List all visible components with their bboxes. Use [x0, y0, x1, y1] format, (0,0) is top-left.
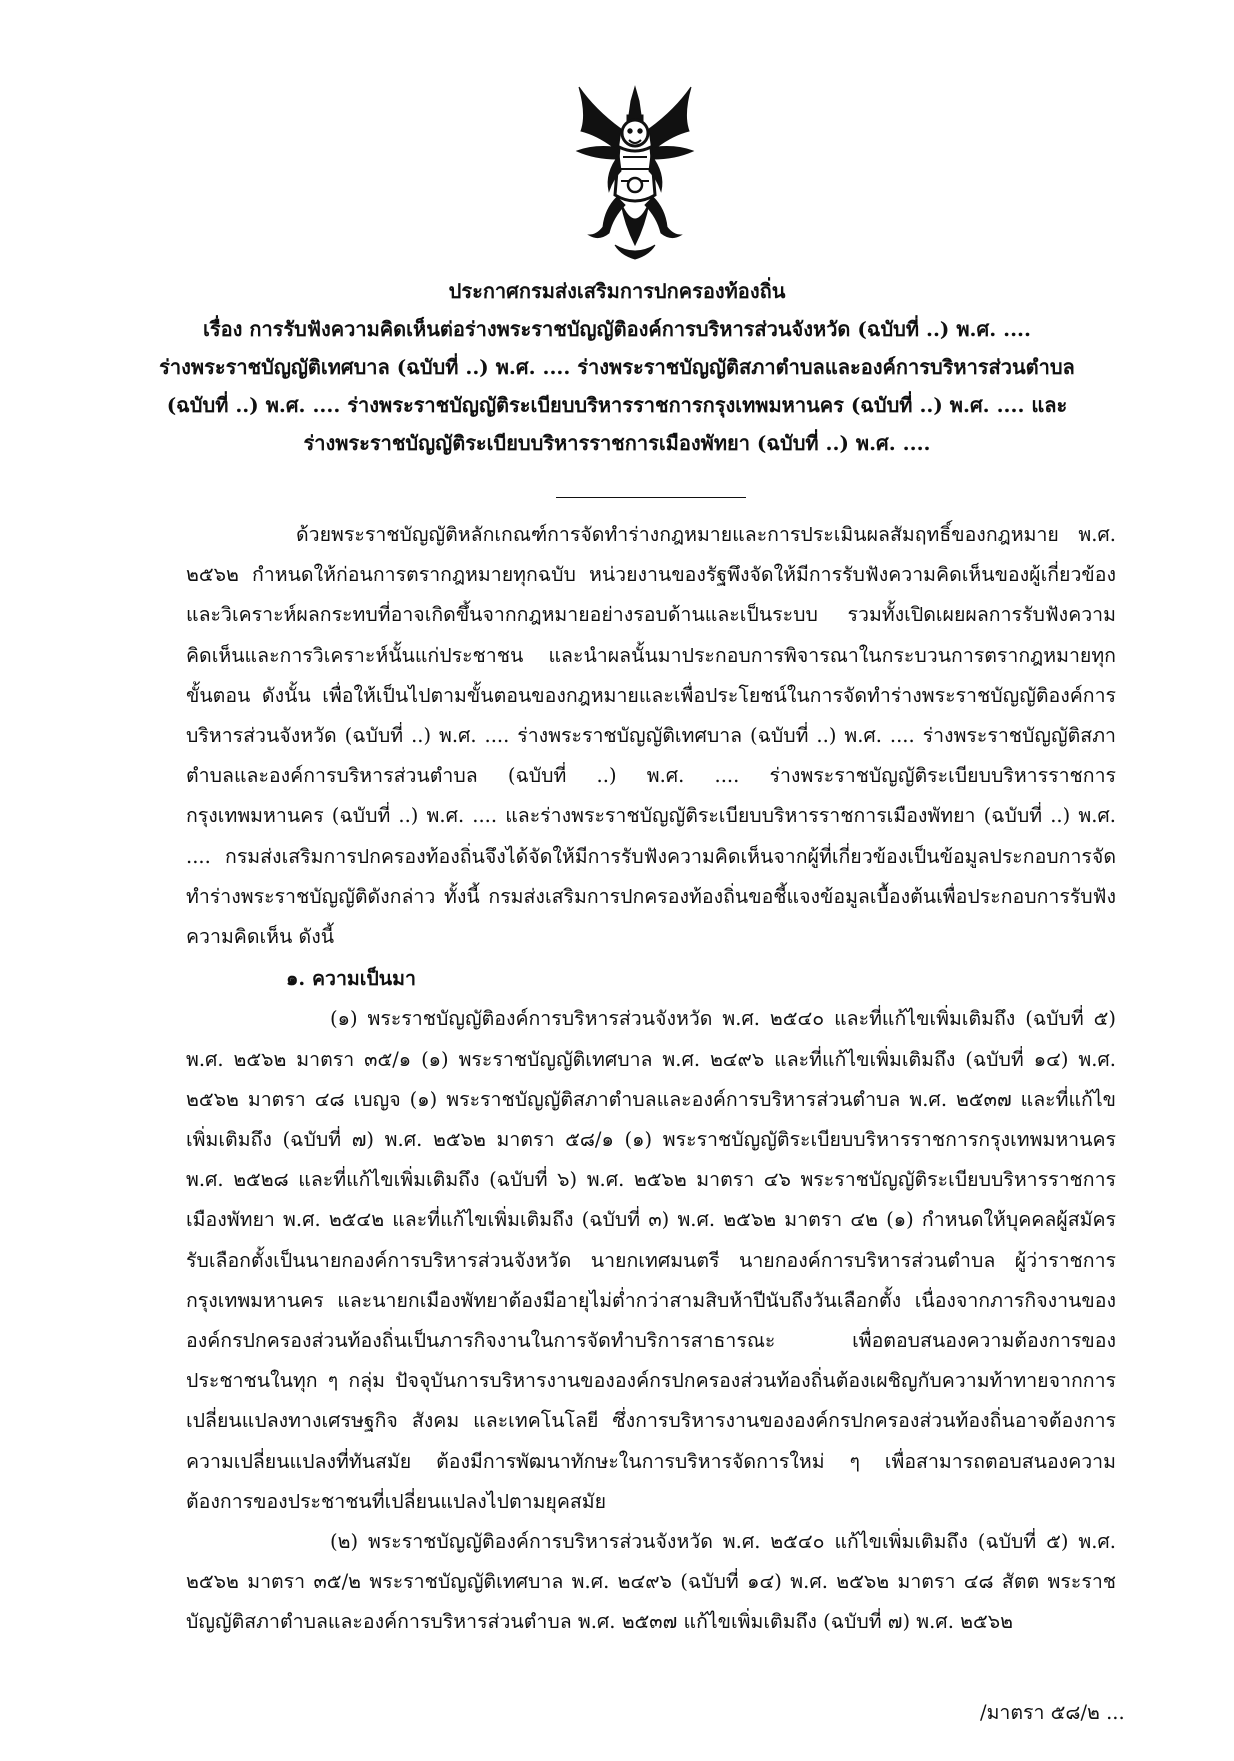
- document-body: [186, 515, 1116, 1643]
- section-item-1: (๑) พระราชบัญญัติองค์การบริหารส่วนจังหวัด พ.ศ. ๒๕๔๐ และที่แก้ไขเพิ่มเติมถึง (ฉบับที่ ๕) พ.ศ. ๒๕๖๒ มาตรา ๓๕/๑ (๑) พระราชบัญญัติเทศบาล พ.ศ. ๒๔๙๖ และที่แก้ไขเพิ่มเติมถึง (ฉบับที่ ๑๔) พ.ศ. ๒๕๖๒ มาตรา ๔๘ เบญจ (๑) พระราชบัญญัติสภาตำบลและองค์การบริหารส่วนตำบล พ.ศ. ๒๕๓๗ และที่แก้ไขเพิ่มเติมถึง (ฉบับที่ ๗) พ.ศ. ๒๕๖๒ มาตรา ๕๘/๑ (๑) พระราชบัญญัติระเบียบบริหารราชการกรุงเทพมหานคร พ.ศ. ๒๕๒๘ และที่แก้ไขเพิ่มเติมถึง (ฉบับที่ ๖) พ.ศ. ๒๕๖๒ มาตรา ๔๖ พระราชบัญญัติระเบียบบริหารราชการเมืองพัทยา พ.ศ. ๒๕๔๒ และที่แก้ไขเพิ่มเติมถึง (ฉบับที่ ๓) พ.ศ. ๒๕๖๒ มาตรา ๔๒ (๑) กำหนดให้บุคคลผู้สมัครรับเลือกตั้งเป็นนายกองค์การบริหารส่วนจังหวัด นายกเทศมนตรี นายกองค์การบริหารส่วนตำบล ผู้ว่าราชการกรุงเทพมหานคร และนายกเมืองพัทยาต้องมีอายุไม่ต่ำกว่าสามสิบห้าปีนับถึงวันเลือกตั้ง เนื่องจากภารกิจงานขององค์กรปกครองส่วนท้องถิ่นเป็นภารกิจงานในการจัดทำบริการสาธารณะ เพื่อตอบสนองความต้องการของประชาชนในทุก ๆ กลุ่ม ปัจจุบันการบริหารงานขององค์กรปกครองส่วนท้องถิ่นต้องเผชิญกับความท้าทายจากการเปลี่ยนแปลงทางเศรษฐกิจ สังคม และเทคโนโลยี ซึ่งการบริหารงานขององค์กรปกครองส่วนท้องถิ่นอาจต้องการความเปลี่ยนแปลงที่ทันสมัย ต้องมีการพัฒนาทักษะในการบริหารจัดการใหม่ ๆ เพื่อสามารถตอบสนองความต้องการของประชาชนที่เปลี่ยนแปลงไปตามยุคสมัย: [186, 1007, 1116, 1513]
- garuda-emblem-icon: [575, 85, 695, 260]
- announcement-title: [150, 272, 1084, 462]
- title-line-5: ร่างพระราชบัญญัติระเบียบบริหารราชการเมืองพัทยา (ฉบับที่ ..) พ.ศ. ....: [303, 431, 931, 455]
- section-heading-background: ๑. ความเป็นมา: [286, 967, 416, 991]
- title-line-subject: เรื่อง การรับฟังความคิดเห็นต่อร่างพระราชบัญญัติองค์การบริหารส่วนจังหวัด (ฉบับที่ ..) พ.ศ. ....: [203, 317, 1031, 341]
- section-item-2: (๒) พระราชบัญญัติองค์การบริหารส่วนจังหวัด พ.ศ. ๒๕๔๐ แก้ไขเพิ่มเติมถึง (ฉบับที่ ๕) พ.ศ. ๒๕๖๒ มาตรา ๓๕/๒ พระราชบัญญัติเทศบาล พ.ศ. ๒๔๙๖ (ฉบับที่ ๑๔) พ.ศ. ๒๕๖๒ มาตรา ๔๘ สัตต พระราชบัญญัติสภาตำบลและองค์การบริหารส่วนตำบล พ.ศ. ๒๕๓๗ แก้ไขเพิ่มเติมถึง (ฉบับที่ ๗) พ.ศ. ๒๕๖๒: [186, 1530, 1116, 1634]
- title-line-3: ร่างพระราชบัญญัติเทศบาล (ฉบับที่ ..) พ.ศ. .... ร่างพระราชบัญญัติสภาตำบลและองค์การบริหารส่วนตำบล: [159, 355, 1075, 379]
- title-line-4: (ฉบับที่ ..) พ.ศ. .... ร่างพระราชบัญญัติระเบียบบริหารราชการกรุงเทพมหานคร (ฉบับที่ ..) พ.ศ. .... และ: [166, 393, 1068, 417]
- title-divider: [556, 497, 746, 498]
- intro-paragraph: ด้วยพระราชบัญญัติหลักเกณฑ์การจัดทำร่างกฎหมายและการประเมินผลสัมฤทธิ์ของกฎหมาย พ.ศ. ๒๕๖๒ กำหนดให้ก่อนการตรากฎหมายทุกฉบับ หน่วยงานของรัฐพึงจัดให้มีการรับฟังความคิดเห็นของผู้เกี่ยวข้องและวิเคราะห์ผลกระทบที่อาจเกิดขึ้นจากกฎหมายอย่างรอบด้านและเป็นระบบ รวมทั้งเปิดเผยผลการรับฟังความคิดเห็นและการวิเคราะห์นั้นแก่ประชาชน และนำผลนั้นมาประกอบการพิจารณาในกระบวนการตรากฎหมายทุกขั้นตอน ดังนั้น เพื่อให้เป็นไปตามขั้นตอนของกฎหมายและเพื่อประโยชน์ในการจัดทำร่างพระราชบัญญัติองค์การบริหารส่วนจังหวัด (ฉบับที่ ..) พ.ศ. .... ร่างพระราชบัญญัติเทศบาล (ฉบับที่ ..) พ.ศ. .... ร่างพระราชบัญญัติสภาตำบลและองค์การบริหารส่วนตำบล (ฉบับที่ ..) พ.ศ. .... ร่างพระราชบัญญัติระเบียบบริหารราชการกรุงเทพมหานคร (ฉบับที่ ..) พ.ศ. .... และร่างพระราชบัญญัติระเบียบบริหารราชการเมืองพัทยา (ฉบับที่ ..) พ.ศ. .... กรมส่งเสริมการปกครองท้องถิ่นจึงได้จัดให้มีการรับฟังความคิดเห็นจากผู้ที่เกี่ยวข้องเป็นข้อมูลประกอบการจัดทำร่างพระราชบัญญัติดังกล่าว ทั้งนี้ กรมส่งเสริมการปกครองท้องถิ่นขอชี้แจงข้อมูลเบื้องต้นเพื่อประกอบการรับฟังความคิดเห็น ดังนี้: [186, 523, 1116, 949]
- title-line-issuer: ประกาศกรมส่งเสริมการปกครองท้องถิ่น: [448, 279, 786, 303]
- page-continuation-marker: /มาตรา ๕๘/๒ ...: [980, 1701, 1125, 1724]
